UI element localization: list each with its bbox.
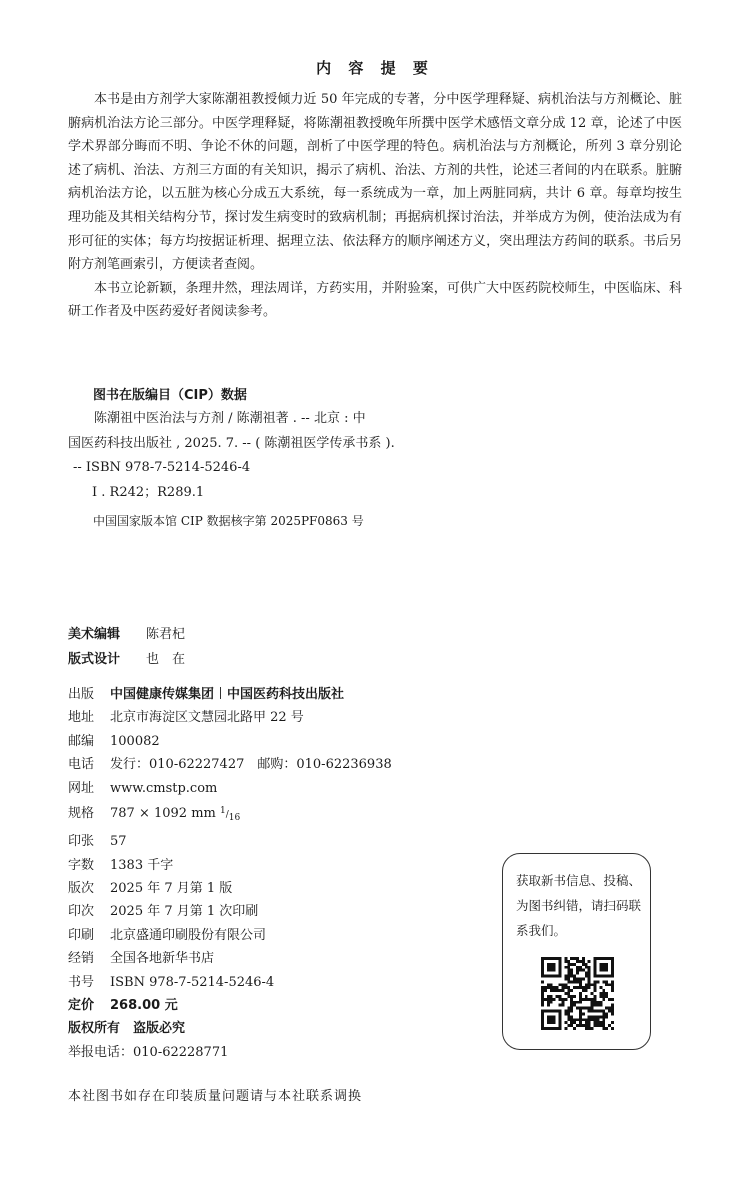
distributor-value: 全国各地新华书店	[110, 951, 215, 967]
phone-row	[68, 753, 392, 776]
art-editor-row	[68, 622, 185, 647]
publisher-group: 中国健康传媒集团	[110, 687, 215, 702]
size-unit: mm	[191, 806, 216, 822]
cip-note: 中国国家版本馆 CIP 数据核字第 2025PF0863 号	[93, 514, 364, 528]
postcode-row	[68, 730, 392, 753]
words-row	[68, 854, 392, 877]
price-value: 268.00 元	[110, 998, 178, 1014]
art-editor-label: 美术编辑	[68, 627, 121, 642]
qr-instructions: 获取新书信息、投稿、为图书纠错，请扫码联系我们。	[516, 873, 642, 938]
cip-record	[68, 407, 398, 505]
separator-bar	[220, 687, 221, 699]
phone-value: 发行：010-62227427 邮购：010-62236938	[110, 757, 392, 773]
size-label: 规格	[68, 806, 95, 822]
website-row	[68, 777, 392, 800]
isbn-value: ISBN 978-7-5214-5246-4	[110, 974, 275, 990]
edition-label: 版次	[68, 881, 95, 897]
website-label: 网址	[68, 780, 95, 796]
summary-paragraph-1: 本书是由方剂学大家陈潮祖教授倾力近 50 年完成的专著，分中医学理释疑、病机治法与方剂概论、脏腑病机治法方论三部分。中医学理释疑，将陈潮祖教授晚年所撰中医学术感悟文章分成 12 章，论述了中医学术界部分晦而不明、争论不休的问题，剖析了中医学理的特色。病机治法与方剂概论，所列 3 章分别论述了病机、治法、方剂三方面的有关知识，揭示了病机、治法、方剂的共性，论述三者间的内在联系。脏腑病机治法方论，以五脏为核心分成五大系统，每一系统成为一章，加上两脏同病，共计 6 章。每章均按生理功能及其相关结构分节，探讨发生病变时的致病机制；再据病机探讨治法，并举成方为例，使治法成为有形可征的实体；每方均按据证析理、据理立法、依法释方的顺序阐述方义，突出理法方药间的联系。书后另附方剂笔画索引，方便读者查阅。	[68, 92, 682, 273]
cip-line-2: 国医药科技出版社 , 2025. 7. -- ( 陈潮祖医学传承书系 ).	[68, 435, 395, 451]
publisher-row	[68, 683, 392, 706]
phone-label: 电话	[68, 757, 95, 773]
size-fraction-denominator: 16	[228, 812, 241, 823]
sheets-row	[68, 830, 392, 853]
report-phone: 举报电话：010-62228771	[68, 1044, 229, 1060]
printer-label: 印刷	[68, 927, 95, 943]
cip-line-1: 陈潮祖中医治法与方剂 / 陈潮祖著 . -- 北京 : 中	[94, 411, 366, 426]
size-fraction: $^1/_{16}$	[220, 806, 241, 823]
distributor-label: 经销	[68, 951, 95, 967]
layout-value: 也 在	[146, 652, 186, 667]
layout-label: 版式设计	[68, 652, 121, 667]
printer-value: 北京盛通印刷股份有限公司	[110, 927, 267, 943]
postcode-label: 邮编	[68, 733, 95, 749]
website-value: www.cmstp.com	[110, 780, 218, 796]
words-value: 1383 千字	[110, 857, 174, 873]
publisher-name: 中国医药科技出版社	[227, 687, 345, 702]
cip-heading: 图书在版编目（CIP）数据	[93, 388, 247, 403]
edition-value: 2025 年 7 月第 1 版	[110, 881, 233, 897]
qr-code-icon[interactable]	[541, 952, 614, 1035]
isbn-label: 书号	[68, 974, 95, 990]
cip-line-4: Ⅰ . R242；R289.1	[92, 484, 205, 500]
address-label: 地址	[68, 710, 95, 726]
postcode-value: 100082	[110, 733, 160, 749]
size-row	[68, 800, 392, 830]
summary-paragraph-2: 本书立论新颖，条理井然，理法周详，方药实用，并附验案，可供广大中医药院校师生，中医临床、科研工作者及中医药爱好者阅读参考。	[68, 280, 682, 320]
layout-row	[68, 647, 185, 672]
price-row	[68, 994, 392, 1017]
sheets-label: 印张	[68, 834, 95, 850]
isbn-row	[68, 971, 392, 994]
size-fraction-numerator: 1	[220, 806, 226, 817]
summary-heading: 内 容 提 要	[316, 59, 434, 77]
publisher-label: 出版	[68, 687, 95, 702]
sheets-value: 57	[110, 834, 127, 850]
printing-row	[68, 900, 392, 923]
qr-panel	[502, 853, 651, 1050]
size-value: 787 × 1092	[110, 806, 188, 822]
copyright-notice: 版权所有 盗版必究	[68, 1021, 186, 1037]
address-value: 北京市海淀区文慧园北路甲 22 号	[110, 710, 304, 726]
printing-value: 2025 年 7 月第 1 次印刷	[110, 904, 259, 920]
words-label: 字数	[68, 857, 95, 873]
summary-text	[68, 88, 682, 324]
printer-row	[68, 924, 392, 947]
distributor-row	[68, 947, 392, 970]
staff-credits	[68, 622, 185, 672]
printing-label: 印次	[68, 904, 95, 920]
cip-line-3: -- ISBN 978-7-5214-5246-4	[73, 460, 251, 475]
price-label: 定价	[68, 998, 95, 1014]
address-row	[68, 706, 392, 729]
edition-row	[68, 877, 392, 900]
art-editor-value: 陈君杞	[146, 627, 186, 642]
footer-notice: 本社图书如存在印装质量问题请与本社联系调换	[68, 1089, 363, 1104]
publication-info	[68, 683, 392, 1064]
